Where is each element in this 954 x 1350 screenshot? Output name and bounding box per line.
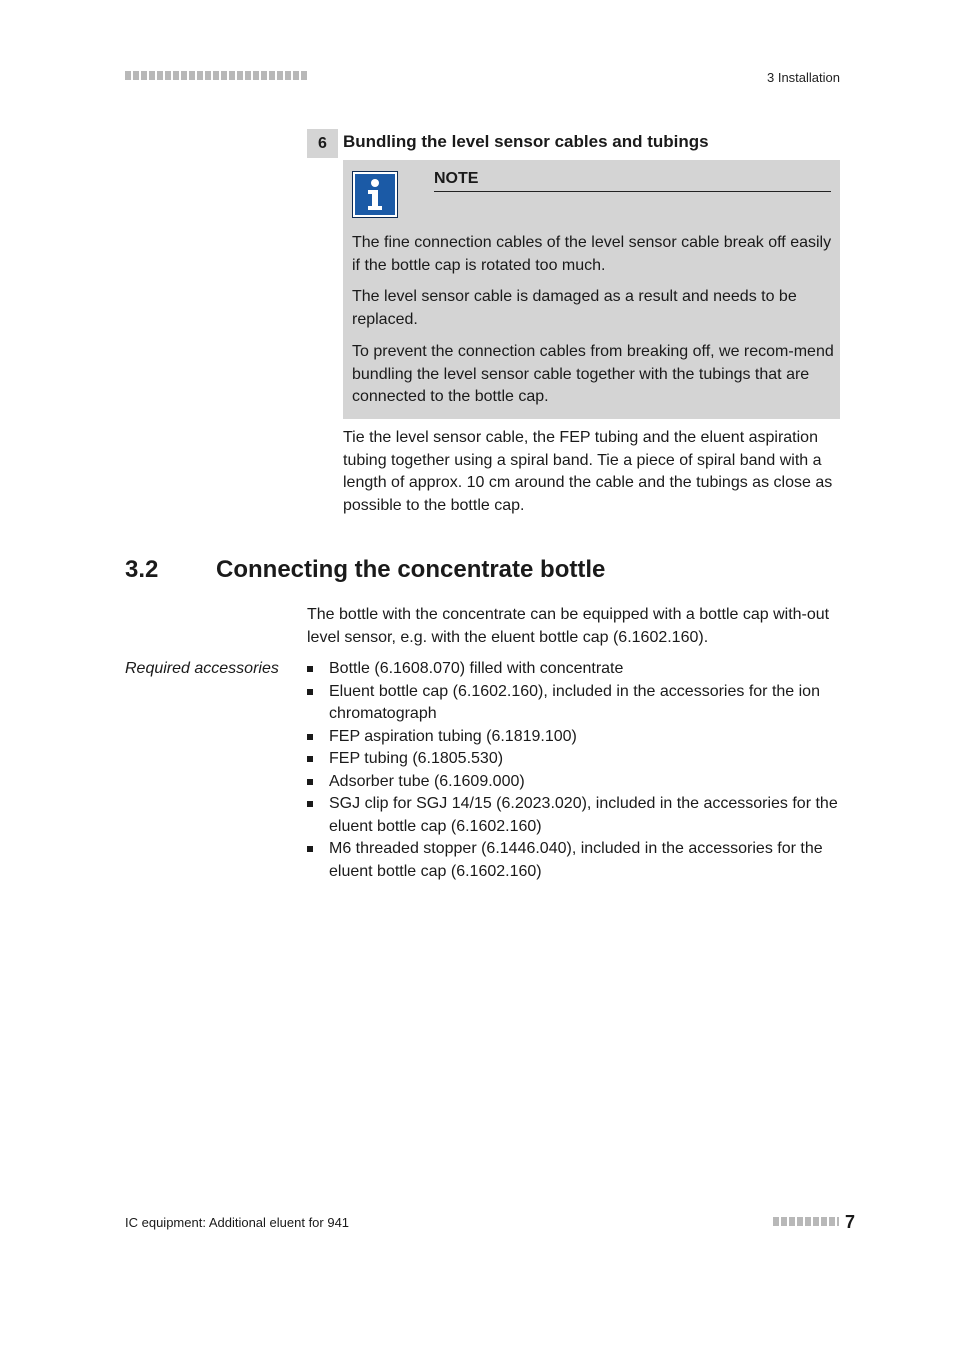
list-item-text: FEP aspiration tubing (6.1819.100) [329,727,577,745]
list-item [307,838,842,883]
bullet-icon [307,734,313,740]
accessories-list [307,658,842,883]
note-title: NOTE [434,167,831,192]
header-decoration-dots [125,71,307,80]
list-item-text: Bottle (6.1608.070) filled with concentrate [329,660,624,677]
info-icon [352,171,398,218]
note-paragraph: The fine connection cables of the level sensor cable break off easily if the bottle cap is rotated too much. [352,234,832,274]
list-item-text: M6 threaded stopper (6.1446.040), included in the accessories for the eluent bottle cap (6.1602.160) [329,840,823,880]
bullet-icon [307,846,313,852]
note-paragraph: The level sensor cable is damaged as a result and needs to be replaced. [352,288,797,328]
bullet-icon [307,779,313,785]
bullet-icon [307,689,313,695]
section-number: 3.2 [125,556,159,583]
step-instruction: Tie the level sensor cable, the FEP tubing and the eluent aspiration tubing together using a spiral band. Tie a piece of spiral band with a length of approx. 10 cm around the cable and the tubings as close as possible to the bottle cap. [343,429,833,514]
list-item-text: FEP tubing (6.1805.530) [329,750,504,767]
bullet-icon [307,801,313,807]
section-intro: The bottle with the concentrate can be equipped with a bottle cap with-out level sensor, e.g. with the eluent bottle cap (6.1602.160). [307,606,830,646]
section-title: Connecting the concentrate bottle [216,556,606,583]
header-section-title: 3 Installation [767,70,840,85]
page-number: 7 [845,1212,856,1232]
bullet-icon [307,756,313,762]
list-item [307,726,842,749]
step-number: 6 [307,129,338,158]
list-item-text: SGJ clip for SGJ 14/15 (6.2023.020), included in the accessories for the eluent bottle cap (6.1602.160) [329,795,838,835]
accessories-label: Required accessories [125,660,279,677]
bullet-icon [307,666,313,672]
list-item [307,793,842,838]
list-item [307,658,842,681]
list-item-text: Eluent bottle cap (6.1602.160), included in the accessories for the ion chromatograph [329,682,820,722]
list-item [307,748,842,771]
step-title: Bundling the level sensor cables and tubings [343,132,709,151]
note-paragraph: To prevent the connection cables from breaking off, we recom-mend bundling the level sensor cable together with the tubings that are connected to the bottle cap. [352,343,834,405]
list-item [307,681,842,726]
footer-decoration-dots [773,1217,839,1226]
footer-document-title: IC equipment: Additional eluent for 941 [125,1215,350,1230]
list-item-text: Adsorber tube (6.1609.000) [329,772,525,790]
list-item [307,771,842,794]
